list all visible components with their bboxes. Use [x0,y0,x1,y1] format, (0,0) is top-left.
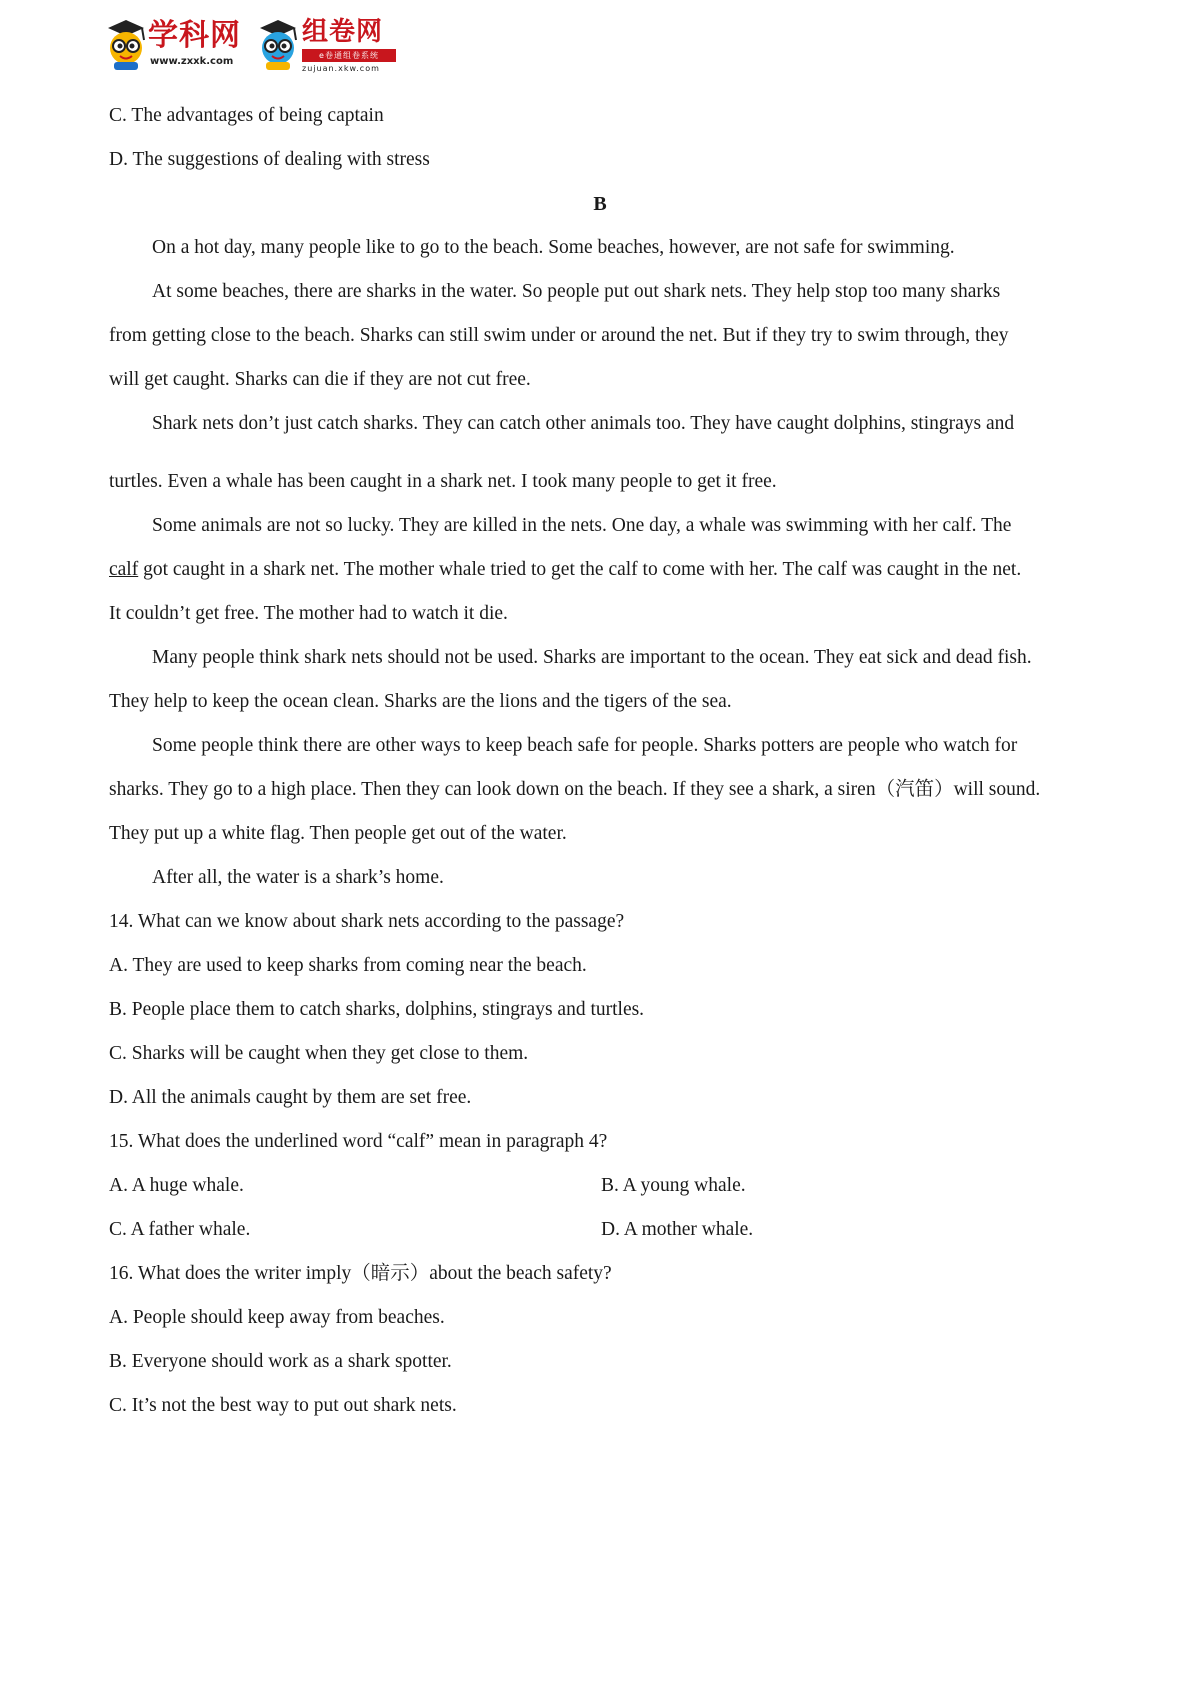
prev-option-d: D. The suggestions of dealing with stress [109,149,430,170]
section-heading: B [593,193,607,215]
passage-paragraph-3-line-1: Shark nets don’t just catch sharks. They can catch other animals too. They have caught dolphins, stingrays and [152,413,1015,434]
zxxk-logo-name: 学科网 [148,18,241,53]
question-15-option-a: A. A huge whale. [109,1175,244,1196]
passage-paragraph-2-line-1: At some beaches, there are sharks in the water. So people put out shark nets. They help stop too many sharks [152,281,1001,302]
zujuan-logo-tagline: e卷通组卷系统 [302,49,396,62]
question-14-option-c: C. Sharks will be caught when they get close to them. [109,1043,529,1064]
passage-paragraph-4-line-2 [109,558,1021,582]
passage-paragraph-5-line-2: They help to keep the ocean clean. Sharks are the lions and the tigers of the sea. [109,691,732,712]
underlined-word-calf: calf [109,559,139,580]
question-14-option-b: B. People place them to catch sharks, dolphins, stingrays and turtles. [109,999,645,1020]
zujuan-mascot-icon [256,16,300,72]
question-16-option-c: C. It’s not the best way to put out shark nets. [109,1395,457,1416]
passage-paragraph-3-line-2: turtles. Even a whale has been caught in a shark net. I took many people to get it free. [109,471,777,492]
question-15-option-b: B. A young whale. [601,1175,746,1196]
passage-paragraph-2-line-2: from getting close to the beach. Sharks can still swim under or around the net. But if they try to swim through, they [109,325,1009,346]
zujuan-logo[interactable] [256,16,406,72]
passage-paragraph-5-line-1: Many people think shark nets should not be used. Sharks are important to the ocean. They eat sick and dead fish. [152,647,1032,668]
zujuan-logo-name: 组卷网 [302,17,384,47]
question-14-stem: 14. What can we know about shark nets according to the passage? [109,911,625,932]
zujuan-logo-url: zujuan.xkw.com [302,64,380,73]
prev-option-c: C. The advantages of being captain [109,105,384,126]
zxxk-logo-url: www.zxxk.com [150,56,234,67]
passage-paragraph-4-line-1: Some animals are not so lucky. They are killed in the nets. One day, a whale was swimming with her calf. The [152,515,1012,536]
question-14-option-d: D. All the animals caught by them are set free. [109,1087,472,1108]
question-15-stem: 15. What does the underlined word “calf” mean in paragraph 4? [109,1131,608,1152]
question-14-option-a: A. They are used to keep sharks from coming near the beach. [109,955,587,976]
question-15-option-c: C. A father whale. [109,1219,251,1240]
zxxk-logo[interactable] [104,16,244,72]
passage-paragraph-6-line-3: They put up a white flag. Then people get out of the water. [109,823,567,844]
passage-paragraph-6-line-2: sharks. They go to a high place. Then they can look down on the beach. If they see a shark, a siren（汽笛）will sound. [109,779,1041,800]
passage-paragraph-6-line-1: Some people think there are other ways to keep beach safe for people. Sharks potters are people who watch for [152,735,1018,756]
zxxk-mascot-icon [104,16,148,72]
question-16-stem: 16. What does the writer imply（暗示）about the beach safety? [109,1263,612,1284]
passage-paragraph-4-line-3: It couldn’t get free. The mother had to watch it die. [109,603,508,624]
passage-paragraph-1: On a hot day, many people like to go to the beach. Some beaches, however, are not safe for swimming. [152,237,955,258]
question-16-option-a: A. People should keep away from beaches. [109,1307,445,1328]
passage-paragraph-4-line-2-rest: got caught in a shark net. The mother whale tried to get the calf to come with her. The calf was caught in the net. [138,559,1022,580]
passage-paragraph-2-line-3: will get caught. Sharks can die if they are not cut free. [109,369,531,390]
question-16-option-b: B. Everyone should work as a shark spotter. [109,1351,452,1372]
question-15-option-d: D. A mother whale. [601,1219,754,1240]
passage-paragraph-7: After all, the water is a shark’s home. [152,867,444,888]
